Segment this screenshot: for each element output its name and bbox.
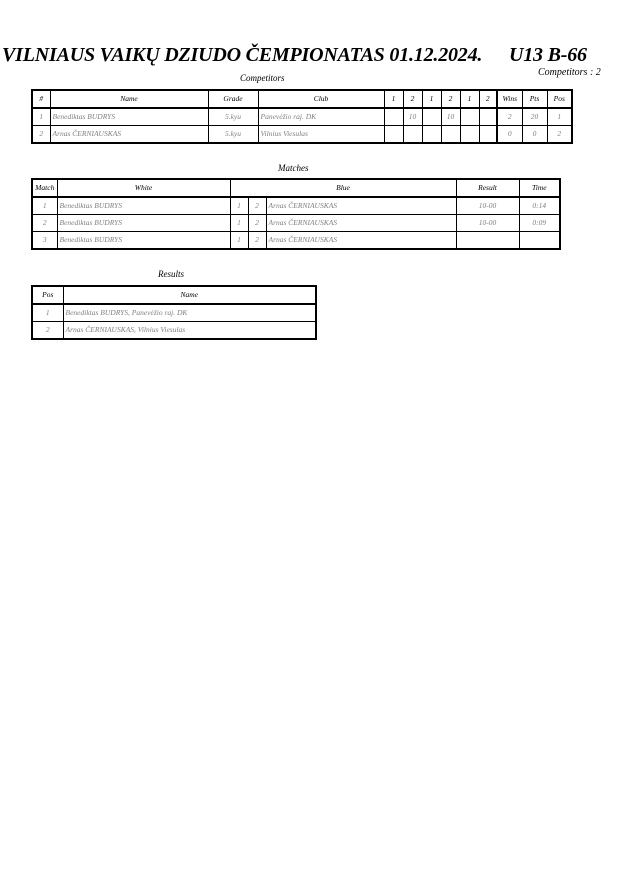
championship-date: 01.12.2024. [389,44,483,66]
cell-club: Panevėžio raj. DK [258,108,384,126]
cell-round-6 [479,126,497,144]
page-title [2,44,587,67]
table-row [32,232,560,250]
cell-time [519,232,560,250]
cell-round-5 [460,108,479,126]
col-name: Name [50,90,208,108]
col-grade: Grade [208,90,258,108]
cell-name: Benediktas BUDRYS, Panevėžio raj. DK [63,304,316,322]
cell-wins: 0 [497,126,522,144]
col-round-4: 2 [441,90,460,108]
cell-round-6 [479,108,497,126]
competitors-section-label: Competitors [240,73,285,83]
col-white: White [57,179,230,197]
cell-num: 2 [32,126,50,144]
cell-white: Benediktas BUDRYS [57,232,230,250]
cell-wins: 2 [497,108,522,126]
cell-round-3 [422,108,441,126]
cell-white-no: 1 [230,215,248,232]
competitor-count: Competitors : 2 [538,67,601,78]
col-pos: Pos [547,90,572,108]
cell-result [456,232,519,250]
col-round-3: 1 [422,90,441,108]
matches-section-label: Matches [278,163,309,173]
cell-blue: Arnas ČERNIAUSKAS [266,197,456,215]
table-row [32,215,560,232]
cell-blue-no: 2 [248,232,266,250]
competitors-table [31,89,573,144]
cell-round-1 [384,108,403,126]
cell-num: 1 [32,108,50,126]
col-round-6: 2 [479,90,497,108]
championship-name: VILNIAUS VAIKŲ DZIUDO ČEMPIONATAS [2,44,385,66]
col-round-2: 2 [403,90,422,108]
col-name: Name [63,286,316,304]
cell-white-no: 1 [230,197,248,215]
col-blue: Blue [230,179,456,197]
cell-round-5 [460,126,479,144]
cell-match: 1 [32,197,57,215]
cell-blue-no: 2 [248,197,266,215]
cell-result: 10-00 [456,215,519,232]
col-result: Result [456,179,519,197]
cell-pos: 2 [547,126,572,144]
cell-pos: 1 [32,304,63,322]
col-round-5: 1 [460,90,479,108]
results-header-row [32,286,316,304]
cell-match: 2 [32,215,57,232]
cell-pts: 0 [522,126,547,144]
col-match: Match [32,179,57,197]
cell-round-4 [441,126,460,144]
col-pts: Pts [522,90,547,108]
matches-header-row [32,179,560,197]
cell-grade: 5.kyu [208,126,258,144]
table-row [32,322,316,340]
results-section-label: Results [158,269,184,279]
table-row [32,108,572,126]
cell-white-no: 1 [230,232,248,250]
col-num: # [32,90,50,108]
col-wins: Wins [497,90,522,108]
table-row [32,126,572,144]
cell-match: 3 [32,232,57,250]
cell-blue: Arnas ČERNIAUSKAS [266,215,456,232]
cell-pts: 20 [522,108,547,126]
col-time: Time [519,179,560,197]
cell-white: Benediktas BUDRYS [57,197,230,215]
cell-round-3 [422,126,441,144]
matches-table [31,178,561,250]
cell-time: 0:14 [519,197,560,215]
cell-round-4: 10 [441,108,460,126]
cell-name: Arnas ČERNIAUSKAS [50,126,208,144]
col-pos: Pos [32,286,63,304]
weight-category: U13 B-66 [509,44,587,66]
cell-blue: Arnas ČERNIAUSKAS [266,232,456,250]
cell-name: Arnas ČERNIAUSKAS, Vilnius Viesulas [63,322,316,340]
cell-pos: 2 [32,322,63,340]
competitors-header-row [32,90,572,108]
cell-white: Benediktas BUDRYS [57,215,230,232]
cell-round-2 [403,126,422,144]
cell-round-2: 10 [403,108,422,126]
cell-blue-no: 2 [248,215,266,232]
cell-club: Vilnius Viesulas [258,126,384,144]
table-row [32,304,316,322]
cell-round-1 [384,126,403,144]
results-table [31,285,317,340]
cell-grade: 5.kyu [208,108,258,126]
cell-pos: 1 [547,108,572,126]
col-club: Club [258,90,384,108]
cell-name: Benediktas BUDRYS [50,108,208,126]
cell-result: 10-00 [456,197,519,215]
col-round-1: 1 [384,90,403,108]
cell-time: 0:09 [519,215,560,232]
table-row [32,197,560,215]
